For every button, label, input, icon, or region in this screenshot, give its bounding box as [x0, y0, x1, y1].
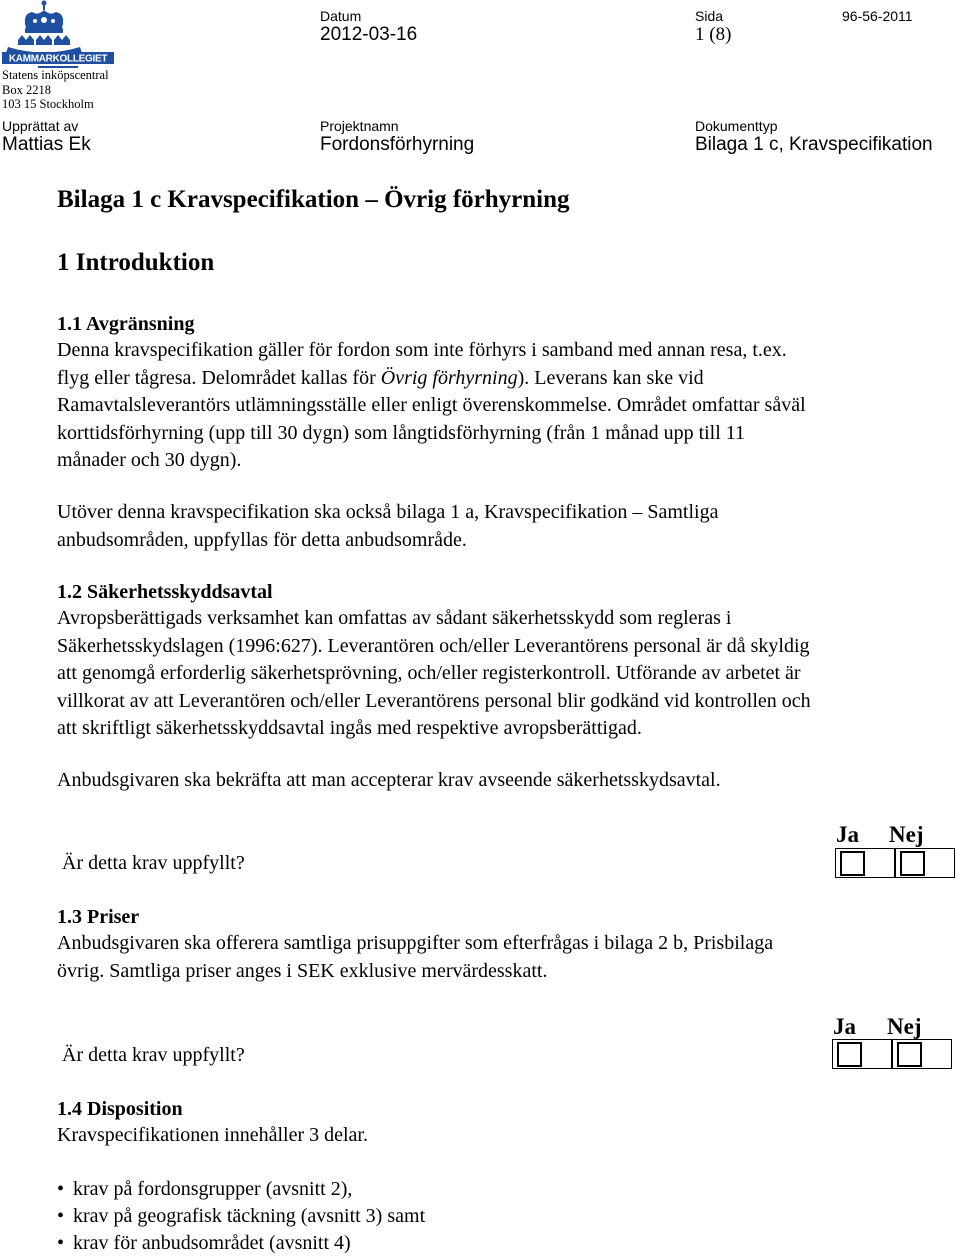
- text-line: Säkerhetsskydslagen (1996:627). Leverantören och/eller Leverantörens personal är då skyldig: [57, 634, 810, 657]
- nej-cell-1: [895, 848, 955, 878]
- text-line: Anbudsgivaren ska offerera samtliga prisuppgifter som efterfrågas i bilaga 2 b, Prisbilaga: [57, 932, 774, 954]
- projekt-label: Projektnamn: [320, 118, 399, 134]
- nej-label-1: Nej: [889, 822, 924, 847]
- question-krav-uppfyllt-2: Är detta krav uppfyllt?: [62, 1044, 245, 1066]
- paragraph-priser: [57, 930, 942, 985]
- text-line: övrig. Samtliga priser anges i SEK exklusive mervärdesskatt.: [57, 959, 548, 982]
- sida-label: Sida: [695, 8, 724, 24]
- delomrade-name: Övrig förhyrning: [380, 366, 518, 389]
- list-item: • krav på geografisk täckning (avsnitt 3) samt: [57, 1203, 425, 1230]
- org-address: [2, 68, 109, 112]
- ja-cell-2: [832, 1039, 892, 1069]
- org-name: Statens inköpscentral: [2, 68, 109, 82]
- nej-label-2: Nej: [887, 1014, 922, 1039]
- dokument-label: Dokumenttyp: [695, 118, 778, 134]
- text-line: Utöver denna kravspecifikation ska också bilaga 1 a, Kravspecifikation – Samtliga: [57, 501, 719, 523]
- paragraph-avgransning: [57, 337, 942, 475]
- kammarkollegiet-logo: [2, 0, 114, 70]
- upprattat-value: Mattias Ek: [2, 134, 91, 155]
- org-box: Box 2218: [2, 82, 51, 97]
- datum-label: Datum: [320, 8, 362, 24]
- disposition-list: [57, 1176, 425, 1257]
- answer-row-2: [832, 1039, 952, 1069]
- text-line: att skriftligt säkerhetsskyddsavtal ingås med respektive avropsberättigad.: [57, 717, 642, 739]
- ja-label-1: Ja: [836, 822, 859, 847]
- subsection-heading-sakerhetsskyddsavtal: 1.2 Säkerhetsskyddsavtal: [57, 581, 273, 603]
- text-line: Kravspecifikationen innehåller 3 delar.: [57, 1124, 368, 1146]
- nej-checkbox-2[interactable]: [897, 1042, 922, 1067]
- svg-text:KAMMARKOLLEGIET: KAMMARKOLLEGIET: [8, 53, 108, 65]
- section-heading-introduktion: 1 Introduktion: [57, 249, 215, 276]
- paragraph-sakerhetsskydd: [57, 605, 942, 743]
- org-city: 103 15 Stockholm: [2, 97, 94, 111]
- projekt-value: Fordonsförhyrning: [320, 134, 475, 155]
- ja-checkbox-1[interactable]: [840, 851, 865, 876]
- diarie-number: 96-56-2011: [842, 8, 913, 24]
- text-line: Avropsberättigads verksamhet kan omfattas av sådant säkerhetsskydd som regleras i: [57, 607, 732, 629]
- dokument-value: Bilaga 1 c, Kravspecifikation: [695, 134, 933, 155]
- list-item: • krav på fordonsgrupper (avsnitt 2),: [57, 1176, 425, 1203]
- crown-emblem-icon: [2, 0, 114, 70]
- text-line: korttidsförhyrning (upp till 30 dygn) som långtidsförhyrning (från 1 månad upp till 11: [57, 421, 746, 444]
- text-line: Ramavtalsleverantörs utlämningsställe eller enligt överenskommelse. Området omfattar såväl: [57, 394, 806, 416]
- subsection-heading-priser: 1.3 Priser: [57, 906, 140, 928]
- answer-row-1: [835, 848, 955, 878]
- text-line: månader och 30 dygn).: [57, 449, 242, 471]
- text-line: Denna kravspecifikation gäller för fordon som inte förhyrs i samband med annan resa, t.ex.: [57, 339, 787, 361]
- upprattat-label: Upprättat av: [2, 118, 79, 134]
- sida-value: 1 (8): [695, 24, 732, 45]
- ja-checkbox-2[interactable]: [837, 1042, 862, 1067]
- text-line: flyg eller tågresa. Delområdet kallas för Övrig förhyrning). Leverans kan ske vid: [57, 366, 704, 389]
- paragraph-bekrafta: [57, 767, 942, 795]
- subsection-heading-disposition: 1.4 Disposition: [57, 1098, 183, 1120]
- paragraph-disposition: [57, 1122, 942, 1150]
- ja-cell-1: [835, 848, 895, 878]
- paragraph-utover: [57, 499, 942, 554]
- question-krav-uppfyllt-1: Är detta krav uppfyllt?: [62, 852, 245, 874]
- datum-value: 2012-03-16: [320, 24, 418, 45]
- text-line: anbudsområden, uppfyllas för detta anbudsområde.: [57, 528, 467, 551]
- text-line: att genomgå erforderlig säkerhetsprövning, och/eller registerkontroll. Utförande av arbetet är: [57, 662, 801, 684]
- list-item: • krav för anbudsområdet (avsnitt 4): [57, 1230, 425, 1257]
- nej-cell-2: [892, 1039, 952, 1069]
- text-line: villkorat av att Leverantören och/eller Leverantörens personal blir godkänd vid kontrollen och: [57, 689, 811, 712]
- document-title: Bilaga 1 c Kravspecifikation – Övrig förhyrning: [57, 186, 570, 213]
- nej-checkbox-1[interactable]: [900, 851, 925, 876]
- subsection-heading-avgransning: 1.1 Avgränsning: [57, 313, 195, 335]
- text-line: Anbudsgivaren ska bekräfta att man accepterar krav avseende säkerhetsskydsavtal.: [57, 769, 721, 791]
- ja-label-2: Ja: [833, 1014, 856, 1039]
